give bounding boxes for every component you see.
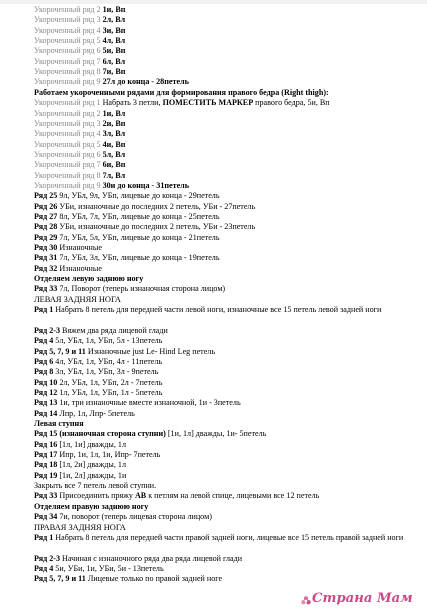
text-segment: Укороченный ряд 4 [34, 129, 103, 139]
text-segment: Ряд 26 [34, 201, 58, 211]
text-segment: 4л, Вл [102, 36, 126, 46]
text-segment: Укороченный ряд 9 [34, 77, 103, 87]
text-segment: Ряд 30 [34, 243, 58, 253]
text-segment: Укороченный ряд 5 [34, 139, 103, 149]
text-line [34, 202, 422, 212]
text-line [34, 347, 422, 357]
text-line [34, 305, 422, 315]
text-segment: Изнаночные just Le- Hind Leg петель [85, 346, 216, 356]
text-segment: 5л, УБл, 1л, УБп, 5л - 13петель [53, 336, 163, 346]
text-line [34, 15, 422, 25]
text-segment: Ряд 8 [34, 367, 54, 377]
text-segment: Начиная с изнаночного ряда два ряда лицевой глади [60, 553, 243, 563]
text-segment: 7л, УБл, 3л, УБп, лицевые до конца - 19петель [57, 253, 220, 263]
text-line [34, 367, 422, 377]
text-segment: 3л, Вл [102, 129, 126, 139]
text-segment: 27л до конца - 28петель [102, 77, 189, 87]
text-segment: Ряд 4 [34, 336, 54, 346]
text-segment: правого бедра, 5и, Вп [253, 98, 330, 108]
text-segment: Укороченный ряд 7 [34, 56, 103, 66]
text-segment: Укороченный ряд 6 [34, 46, 103, 56]
text-segment: Набрать 8 петель для передней части левой ноги, изнаночные все 15 петель левой задней ноги [53, 305, 382, 315]
text-line [34, 129, 422, 139]
text-segment: [1л, 1и] дважды, 1л [57, 439, 126, 449]
text-segment: Укороченный ряд 3 [34, 15, 103, 25]
text-line [34, 46, 422, 56]
text-line [34, 212, 422, 222]
text-segment: Ряд 5, 7, 9 и 11 [34, 346, 86, 356]
text-line [34, 554, 422, 564]
text-segment: УБи, изнаночные до последних 2 петель, УБи - 27петель [57, 201, 256, 211]
text-segment: 1и, три изнаночные вместе изнаночной, 1и - 3петель [57, 398, 241, 408]
text-segment: Отделяем правую заднюю ногу [34, 501, 149, 511]
text-line [34, 264, 422, 274]
text-line [34, 243, 422, 253]
text-line [34, 429, 422, 439]
text-line [34, 388, 422, 398]
text-segment: Работаем укороченными рядами для формирования правого бедра (Right thigh): [34, 87, 329, 97]
text-segment: Присоединить пряжу [57, 491, 135, 501]
text-segment: 9л, УБл, 9л, УБп, лицевые до конца - 29петель [57, 191, 220, 201]
text-line [34, 222, 422, 232]
text-segment: 6и, Вп [102, 160, 126, 170]
text-line [34, 502, 422, 512]
text-line [34, 191, 422, 201]
text-segment: Укороченный ряд 3 [34, 118, 103, 128]
text-line [34, 533, 422, 543]
text-segment: 6л, Вл [102, 56, 126, 66]
text-segment: Ряд 19 [34, 470, 58, 480]
text-line [34, 171, 422, 181]
text-segment: 3и, Вп [102, 25, 126, 35]
text-segment: 31петель [156, 180, 190, 190]
text-segment: Ряд 34 [34, 512, 58, 522]
text-line [34, 57, 422, 67]
text-line [34, 440, 422, 450]
text-segment: [1и, 1л] дважды, 1и- 5петель [165, 429, 267, 439]
text-line [34, 36, 422, 46]
text-segment: 5л, Вл [102, 149, 126, 159]
text-segment: к петлям на левой спице, лицевыми все 12 петель [146, 491, 320, 501]
text-line [34, 450, 422, 460]
text-segment: Ипр, 1и, 1л, 1и, Ипр- 7петель [57, 450, 161, 460]
text-segment: [1и, 2л] дважды, 1и [57, 470, 127, 480]
text-line [34, 326, 422, 336]
text-segment: Укороченный ряд 6 [34, 149, 103, 159]
text-segment: Ряд 25 [34, 191, 58, 201]
text-segment: Вяжем два ряда лицевой глади [60, 325, 168, 335]
text-line [34, 398, 422, 408]
text-segment: Ряд 17 [34, 450, 58, 460]
text-segment: 5и, Вп [102, 46, 126, 56]
text-line [34, 378, 422, 388]
text-segment: Ряд 10 [34, 377, 58, 387]
text-segment: 2л, Вл [102, 15, 126, 25]
text-line [34, 67, 422, 77]
text-line [34, 481, 422, 491]
text-segment: Ряд 13 [34, 398, 58, 408]
text-segment: Ряд 33 [34, 284, 58, 294]
text-segment: Укороченный ряд 9 [34, 180, 103, 190]
text-line [34, 574, 422, 584]
text-line [34, 98, 422, 108]
text-segment: Укороченный ряд 1 [34, 98, 103, 108]
text-line [34, 274, 422, 284]
text-segment: Левая ступня [34, 419, 84, 428]
text-segment: 7л, Поворот (теперь изнаночная сторона лицом) [57, 284, 226, 294]
text-segment: Ряд 12 [34, 387, 58, 397]
text-segment: Укороченный ряд 8 [34, 67, 103, 77]
text-segment: Ряд 1 [34, 532, 54, 542]
text-segment: - [149, 180, 157, 190]
text-line [34, 409, 422, 419]
text-line [34, 233, 422, 243]
text-segment: Ряд 1 [34, 305, 54, 315]
text-line [34, 160, 422, 170]
text-line [34, 253, 422, 263]
text-segment: 30и до конца [102, 180, 150, 190]
text-segment: Ряд 15 (изнаночная сторона ступни) [34, 429, 166, 439]
text-segment: 2л, УБл, 1л, УБп, 2л - 7петель [57, 377, 163, 387]
text-segment: Ряд 27 [34, 212, 58, 221]
text-line [34, 460, 422, 470]
text-line [34, 564, 422, 574]
text-segment: Ряд 33 [34, 491, 58, 501]
text-segment: Закрыть все 7 петель левой ступни. [34, 481, 157, 491]
text-segment: Набрать 3 петли, [102, 98, 163, 108]
text-line [34, 419, 422, 429]
text-segment: Ряд 16 [34, 439, 58, 449]
text-segment: Ряд 32 [34, 263, 58, 273]
text-line [34, 77, 422, 87]
text-segment: Ряд 31 [34, 253, 58, 263]
text-segment: Ряд 5, 7, 9 и 11 [34, 574, 86, 584]
text-line [34, 88, 422, 98]
text-segment: Ряд 2-3 [34, 325, 61, 335]
text-line [34, 140, 422, 150]
text-segment: Лицевые только по правой задней ноге [85, 574, 223, 584]
text-segment: 4л, УБл, 1л, УБп, 4л - 11петель [53, 356, 163, 366]
text-segment: Изнаночные [57, 263, 102, 273]
text-line [34, 471, 422, 481]
watermark-logo: Страна Мам [312, 591, 413, 606]
text-segment: 2и, Вп [102, 118, 126, 128]
text-segment: Ряд 29 [34, 232, 58, 242]
text-segment: 4и, Вп [102, 139, 126, 149]
text-line [34, 150, 422, 160]
text-line [34, 523, 422, 533]
text-segment: Ряд 6 [34, 356, 54, 366]
text-segment: Укороченный ряд 4 [34, 25, 103, 35]
text-segment: 7и, Вп [102, 67, 126, 77]
text-segment: Ряд 4 [34, 563, 54, 573]
text-segment: Набрать 8 петель для передней части правой задней ноги, лицевые все 15 петель правой задней ноги [53, 532, 404, 542]
text-segment: Ряд 28 [34, 222, 58, 232]
text-segment: Отделяем левую заднюю ногу [34, 274, 144, 284]
text-segment: Укороченный ряд 2 [34, 108, 103, 118]
text-line [34, 119, 422, 129]
text-segment: ЛЕВАЯ ЗАДНЯЯ НОГА [34, 294, 121, 304]
text-segment: 7и, поворот (теперь лицевая сторона лицом) [57, 512, 212, 522]
text-line [34, 357, 422, 367]
text-segment: Укороченный ряд 7 [34, 160, 103, 170]
text-line [34, 284, 422, 294]
text-segment: 5и, УБи, 1и, УБи, 5и - 13петель [53, 563, 164, 573]
text-segment: [1л, 2и] дважды, 1л [57, 460, 126, 470]
text-segment: 1и, Вп [102, 5, 126, 14]
text-segment: AB [134, 491, 147, 501]
text-line [34, 491, 422, 501]
text-segment: 1и, Вл [102, 108, 126, 118]
text-segment: Ряд 18 [34, 460, 58, 470]
text-line [34, 5, 422, 15]
text-segment: Ряд 14 [34, 408, 58, 418]
watermark-flower-icon [301, 596, 311, 606]
text-line [34, 109, 422, 119]
text-segment: Укороченный ряд 5 [34, 36, 103, 46]
text-line [34, 336, 422, 346]
text-segment: Лпр, 1л, Лпр- 5петель [57, 408, 135, 418]
text-segment: ПРАВАЯ ЗАДНЯЯ НОГА [34, 522, 126, 532]
text-line [34, 295, 422, 305]
text-segment: Укороченный ряд 8 [34, 170, 103, 180]
text-segment: Укороченный ряд 2 [34, 5, 103, 14]
text-line [34, 181, 422, 191]
text-segment: Изнаночные [57, 243, 102, 253]
text-segment: 7л, УБл, 5л, УБп, лицевые до конца - 21петель [57, 232, 220, 242]
text-segment: 3л, УБл, 1л, УБп, 3л - 9петель [53, 367, 159, 377]
text-segment: УБи, изнаночные до последних 2 петель, УБи - 23петель [57, 222, 256, 232]
text-line [34, 512, 422, 522]
text-segment: ПОМЕСТИТЬ МАРКЕР [162, 98, 254, 108]
text-segment: 8л, УБл, 7л, УБп, лицевые до конца - 25петель [57, 212, 220, 221]
text-line [34, 26, 422, 36]
text-segment: 7л, Вл [102, 170, 126, 180]
text-segment: Ряд 2-3 [34, 553, 61, 563]
text-segment: 1л, УБл, 1л, УБп, 1л - 5петель [57, 387, 163, 397]
page-top-edge [0, 0, 427, 4]
